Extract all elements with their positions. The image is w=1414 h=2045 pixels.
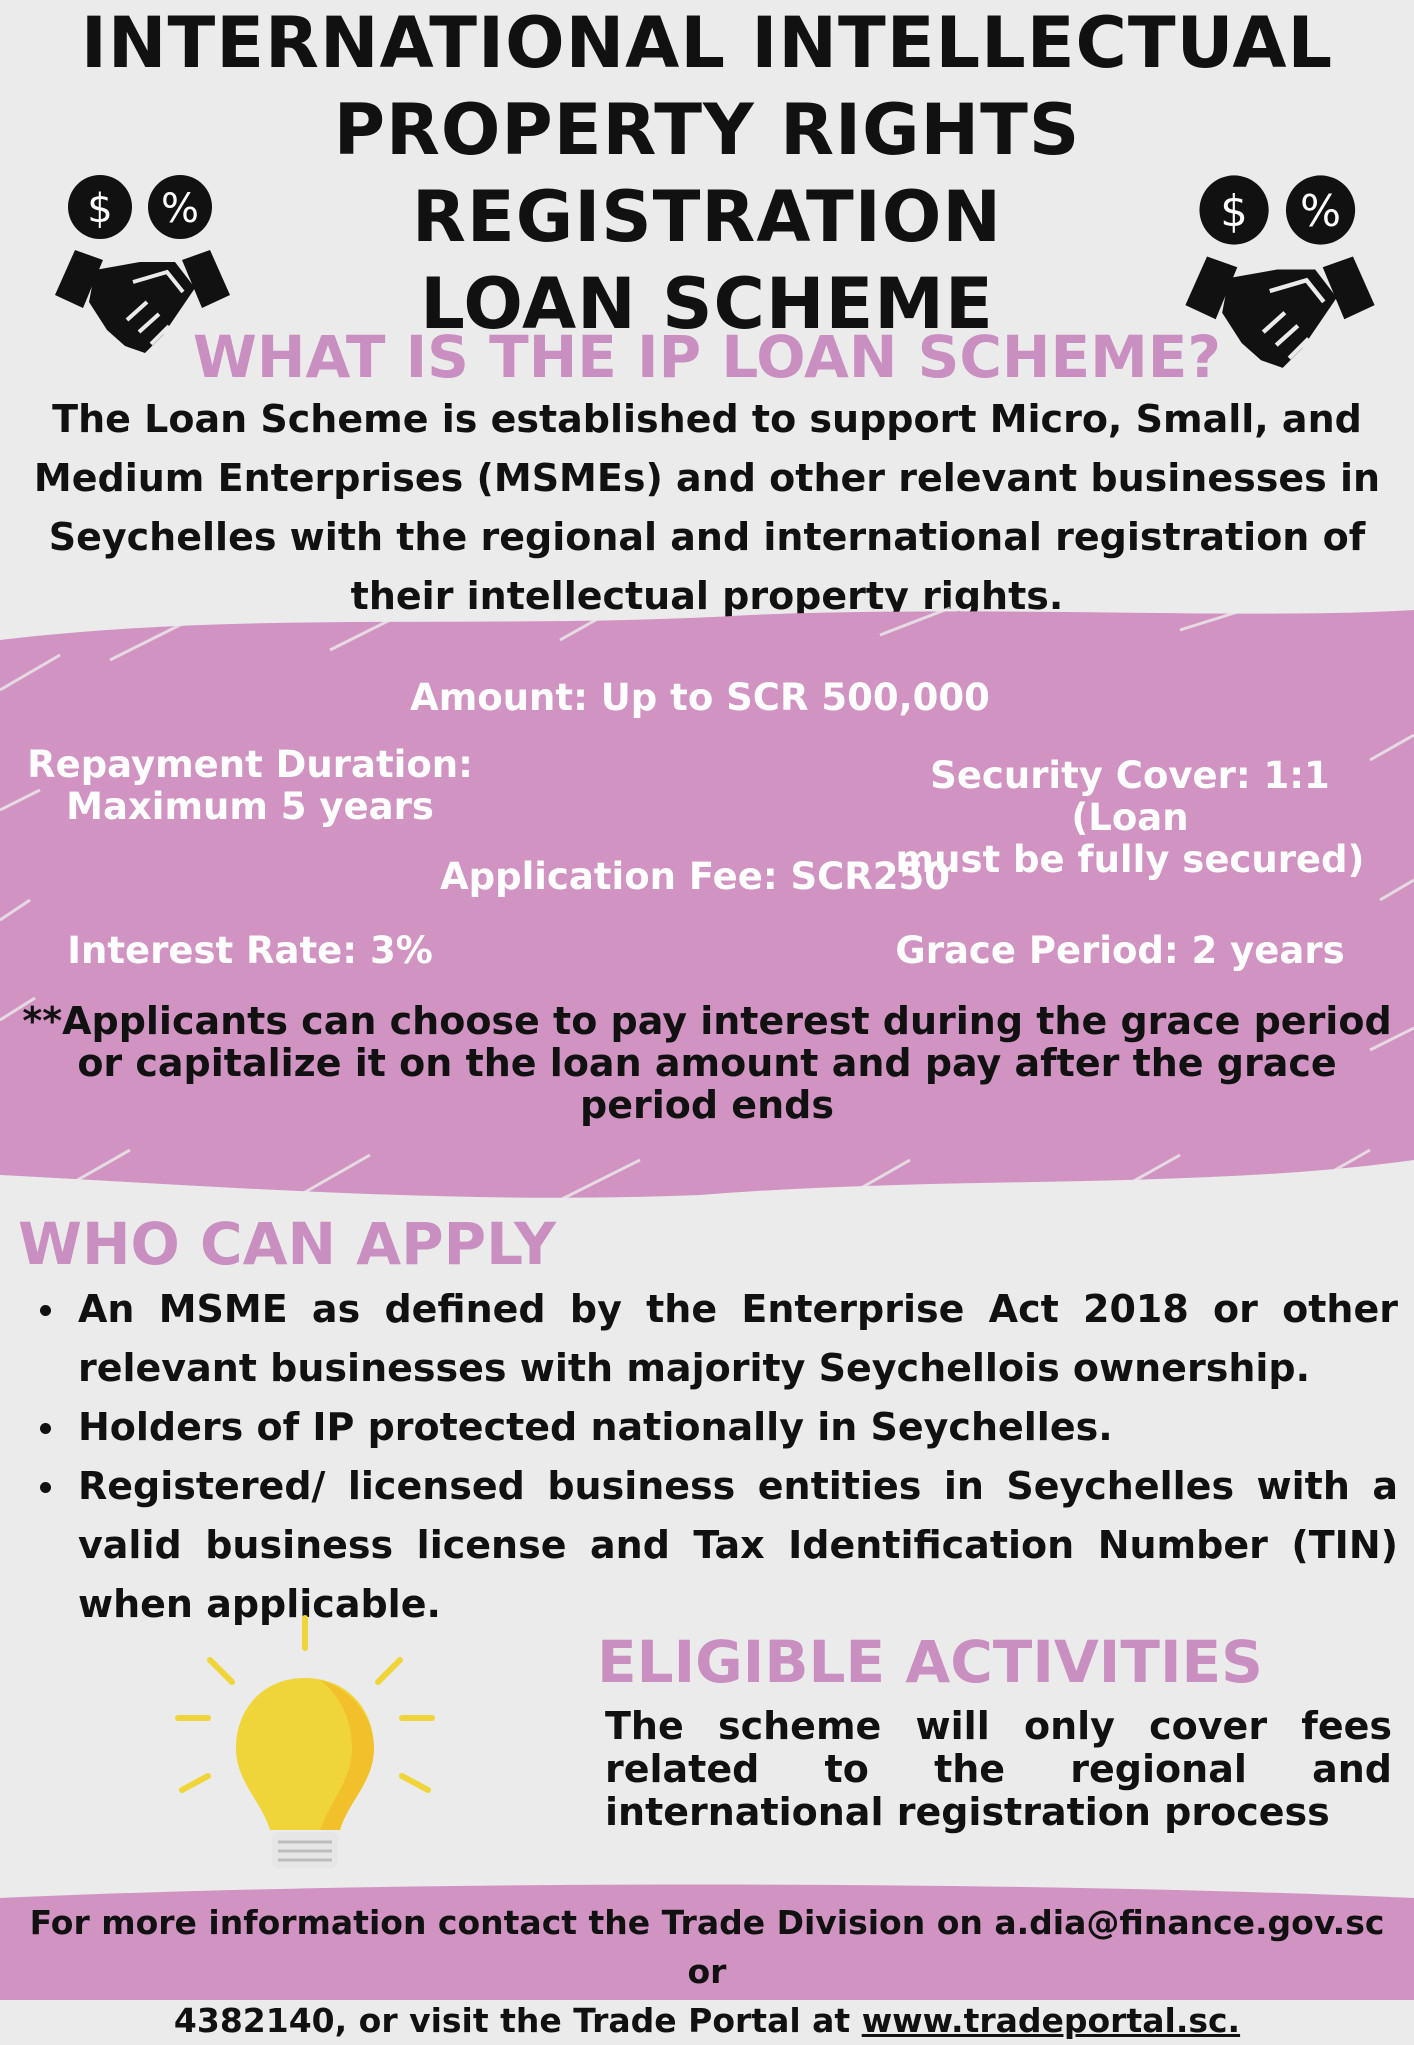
footer-contact — [10, 1898, 1404, 2045]
eligible-activities-text: The scheme will only cover fees related to the regional and international registration process — [605, 1704, 1392, 1834]
what-is-heading: WHAT IS THE IP LOAN SCHEME? — [192, 323, 1222, 391]
interest-term: Interest Rate: 3% — [67, 929, 433, 972]
grace-term: Grace Period: 2 years — [895, 929, 1345, 972]
title-line-1: INTERNATIONAL INTELLECTUAL — [80, 2, 1334, 84]
eligibility-list — [30, 1280, 1398, 1634]
repayment-line-1: Repayment Duration: — [27, 743, 473, 786]
percent-symbol: % — [160, 186, 200, 232]
footer-line-2-text: 4382140, or visit the Trade Portal at — [173, 2001, 862, 2040]
repayment-term — [0, 744, 500, 828]
footer-line-1: For more information contact the Trade Division on a.dia@finance.gov.sc or — [29, 1903, 1385, 1991]
who-can-apply-heading: WHO CAN APPLY — [18, 1210, 557, 1278]
title-line-3: LOAN SCHEME — [420, 263, 994, 345]
trade-portal-link[interactable]: www.tradeportal.sc. — [861, 2001, 1241, 2040]
grace-note: **Applicants can choose to pay interest during the grace period or capitalize it on the loan amount and pay after the grace period ends — [22, 999, 1392, 1127]
title-line-2: PROPERTY RIGHTS REGISTRATION — [333, 89, 1081, 258]
light-bulb-icon — [170, 1610, 440, 1880]
security-line-2: must be fully secured) — [895, 838, 1365, 881]
list-item: An MSME as defined by the Enterprise Act 2018 or other relevant businesses with majority Seychellois ownership. — [78, 1280, 1398, 1398]
repayment-line-2: Maximum 5 years — [66, 785, 434, 828]
list-item: Registered/ licensed business entities in Seychelles with a valid business license and Tax Identification Number (TIN) when applicable. — [78, 1457, 1398, 1634]
dollar-symbol: $ — [1220, 187, 1248, 238]
page-title — [30, 0, 1384, 348]
amount-term: Amount: Up to SCR 500,000 — [410, 676, 990, 719]
fee-term: Application Fee: SCR250 — [439, 855, 951, 898]
dollar-symbol: $ — [87, 186, 113, 232]
list-item: Holders of IP protected nationally in Seychelles. — [78, 1398, 1398, 1457]
intro-paragraph: The Loan Scheme is established to support Micro, Small, and Medium Enterprises (MSMEs) and other relevant businesses in Seychelles with the regional and international registration of their intellectual property rights. — [33, 397, 1381, 618]
security-line-1: Security Cover: 1:1 (Loan — [930, 754, 1330, 839]
percent-symbol: % — [1299, 187, 1342, 238]
eligible-activities-heading: ELIGIBLE ACTIVITIES — [597, 1628, 1263, 1696]
footer-line-2 — [10, 1996, 1404, 2045]
